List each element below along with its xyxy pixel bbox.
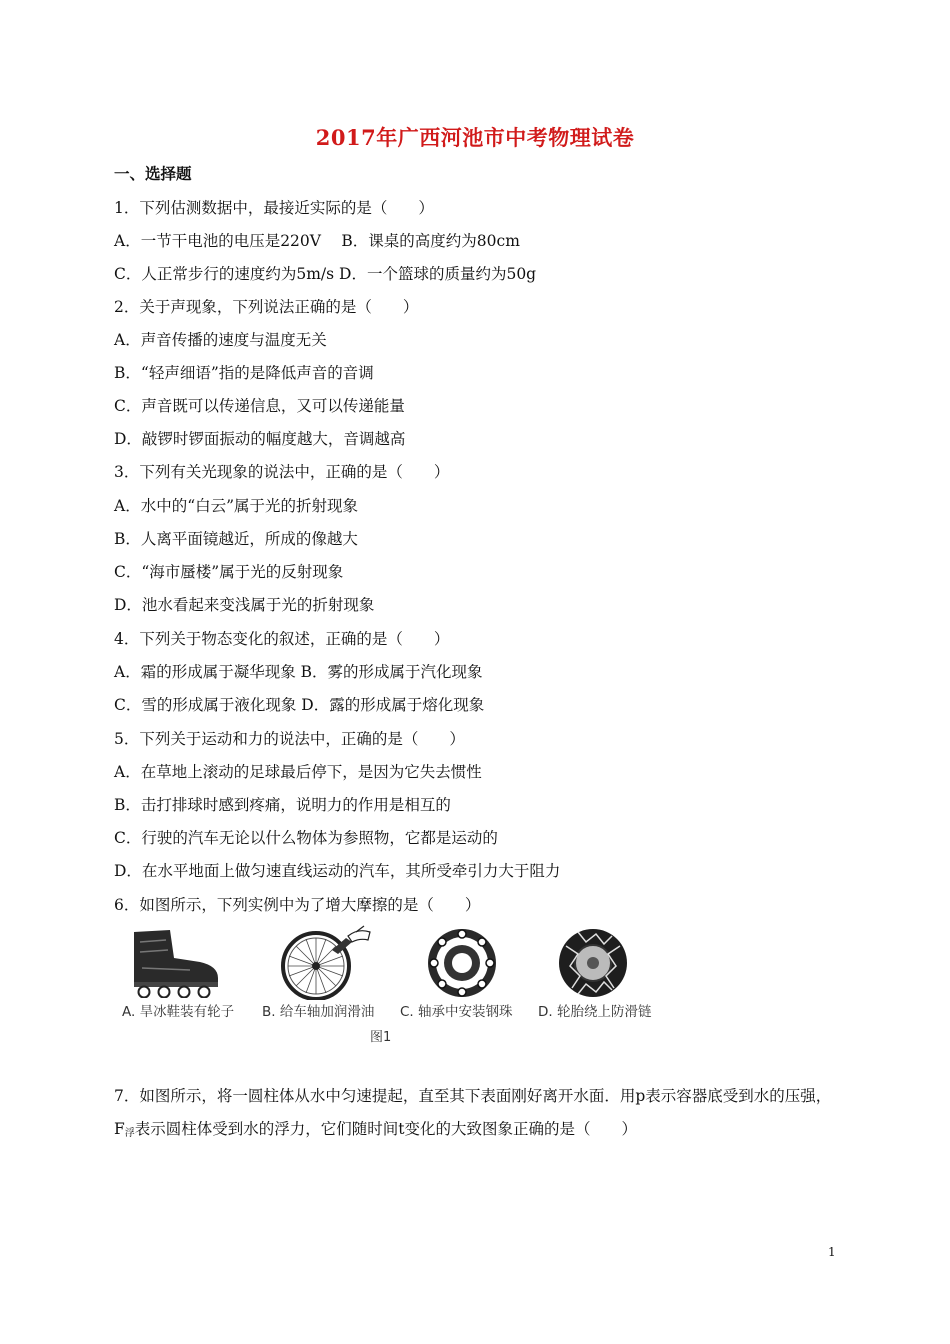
question-7 (114, 1080, 838, 1150)
q7-text-part1: 7．如图所示，将一圆柱体从水中匀速提起，直至其下表面刚好离开水面．用p表示容器底受到水的压强，F (114, 1087, 832, 1138)
q1-options-cd: C．人正常步行的速度约为5m/s D．一个篮球的质量约为50g (114, 265, 537, 283)
q3-option-a: A．水中的“白云”属于光的折射现象 (114, 497, 359, 515)
roller-skate-icon (130, 928, 222, 998)
question-2: 2．关于声现象，下列说法正确的是（ ） (114, 298, 419, 316)
page-number: 1 (828, 1245, 836, 1259)
section-heading: 一、选择题 (114, 164, 192, 183)
tire-with-chain-icon (556, 926, 630, 1000)
q1-options-ab: A．一节干电池的电压是220V B．课桌的高度约为80cm (114, 232, 520, 250)
q3-option-d: D．池水看起来变浅属于光的折射现象 (114, 596, 375, 614)
bicycle-wheel-oiling-icon (272, 924, 376, 1000)
q4-options-cd: C．雪的形成属于液化现象 D．露的形成属于熔化现象 (114, 696, 485, 714)
q5-option-c: C．行驶的汽车无论以什么物体为参照物，它都是运动的 (114, 829, 498, 847)
question-6: 6．如图所示，下列实例中为了增大摩擦的是（ ） (114, 896, 481, 914)
q4-options-ab: A．霜的形成属于凝华现象 B．雾的形成属于汽化现象 (114, 663, 483, 681)
question-5: 5．下列关于运动和力的说法中，正确的是（ ） (114, 730, 465, 748)
q5-option-b: B．击打排球时感到疼痛，说明力的作用是相互的 (114, 796, 451, 814)
figure-label: 图1 (370, 1030, 392, 1045)
ball-bearing-icon (424, 926, 500, 1000)
question-1: 1．下列估测数据中，最接近实际的是（ ） (114, 199, 434, 217)
figure-caption-c: C. 轴承中安装钢珠 (400, 1004, 513, 1020)
question-4: 4．下列关于物态变化的叙述，正确的是（ ） (114, 630, 450, 648)
question-3: 3．下列有关光现象的说法中，正确的是（ ） (114, 463, 450, 481)
q3-option-b: B．人离平面镜越近，所成的像越大 (114, 530, 358, 548)
q7-text-part2: 表示圆柱体受到水的浮力，它们随时间t变化的大致图象正确的是（ ） (134, 1120, 637, 1138)
figure-caption-d: D. 轮胎绕上防滑链 (538, 1004, 652, 1020)
q7-subscript: 浮 (124, 1128, 135, 1139)
figure-caption-b: B. 给车轴加润滑油 (262, 1004, 375, 1020)
q2-option-d: D．敲锣时锣面振动的幅度越大，音调越高 (114, 430, 406, 448)
q2-option-c: C．声音既可以传递信息，又可以传递能量 (114, 397, 405, 415)
q2-option-b: B．“轻声细语”指的是降低声音的音调 (114, 364, 374, 382)
page-title: 2017年广西河池市中考物理试卷 (315, 125, 635, 150)
figure-caption-a: A. 旱冰鞋装有轮子 (122, 1004, 235, 1020)
q5-option-a: A．在草地上滚动的足球最后停下，是因为它失去惯性 (114, 763, 482, 781)
q5-option-d: D．在水平地面上做匀速直线运动的汽车，其所受牵引力大于阻力 (114, 862, 561, 880)
q2-option-a: A．声音传播的速度与温度无关 (114, 331, 327, 349)
q3-option-c: C．“海市蜃楼”属于光的反射现象 (114, 563, 344, 581)
